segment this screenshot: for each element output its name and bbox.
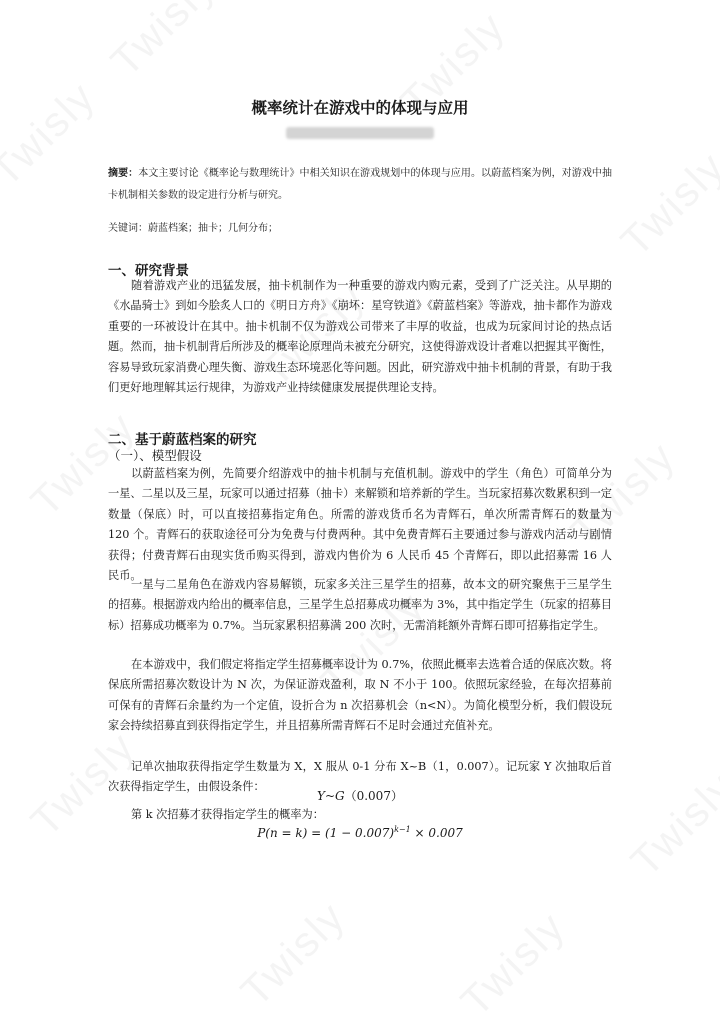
- paper-title: 概率统计在游戏中的体现与应用: [251, 99, 469, 117]
- watermark: [622, 762, 720, 885]
- equation-main: Y~G: [317, 789, 345, 803]
- section-heading: 二、基于蔚蓝档案的研究: [108, 432, 257, 448]
- watermark: [0, 72, 105, 195]
- watermark: [232, 892, 355, 1015]
- equation-probability: [108, 825, 612, 840]
- abstract: [108, 163, 612, 207]
- watermark: [452, 902, 575, 1025]
- equation-rhs: × 0.007: [410, 826, 463, 840]
- equation-geometric: [108, 787, 612, 804]
- paragraph: 记单次抽取获得指定学生数量为 X，X 服从 0-1 分布 X~B（1，0.007）。记玩家 Y 次抽取后首次获得指定学生，由假设条件：: [108, 760, 612, 794]
- abstract-text: 本文主要讨论《概率论与数理统计》中相关知识在游戏规划中的体现与应用。以蔚蓝档案为例，对游戏中抽卡机制相关参数的设定进行分析与研究。: [108, 168, 613, 201]
- paragraph: 以蔚蓝档案为例，先简要介绍游戏中的抽卡机制与充值机制。游戏中的学生（角色）可简单分为一星、二星以及三星，玩家可以通过招募（抽卡）来解锁和培养新的学生。当玩家招募次数累积到一定数量（保底）时，可以直接招募指定角色。所需的游戏货币名为青辉石，单次所需青辉石的数量为 120 个。青辉石的获取途径可分为免费与付费两种。其中免费青辉石主要通过参与游戏内活动与剧情获得；付费青辉石由现实货币购买得到，游戏内售价为 6 人民币 45 个青辉石，即以此招募需 16 人民币。: [108, 467, 612, 583]
- section-heading: 一、研究背景: [108, 263, 189, 279]
- equation-lhs: P(n = k) = (1 − 0.007): [257, 826, 395, 840]
- paragraph: 一星与二星角色在游戏内容易解锁，玩家多关注三星学生的招募，故本文的研究聚焦于三星学生的招募。根据游戏内给出的概率信息，三星学生总招募成功概率为 3%，其中指定学生（玩家的招募目标）招募成功概率为 0.7%。当玩家累积招募满 200 次时，无需消耗额外青辉石即可招募指定学生。: [108, 578, 612, 632]
- author-name-redacted: [286, 127, 434, 139]
- equation-exponent: k−1: [394, 825, 411, 834]
- paragraph: 第 k 次招募才获得指定学生的概率为：: [131, 808, 324, 821]
- paragraph: 随着游戏产业的迅猛发展，抽卡机制作为一种重要的游戏内购元素，受到了广泛关注。从早期的《水晶骑士》到如今脍炙人口的《明日方舟》《崩坏：星穹铁道》《蔚蓝档案》等游戏，抽卡都作为游戏重要的一环被设计在其中。抽卡机制不仅为游戏公司带来了丰厚的收益，也成为玩家间讨论的热点话题。然而，抽卡机制背后所涉及的概率论原理尚未被充分研究，这使得游戏设计者难以把握其平衡性，容易导致玩家消费心理失衡、游戏生态环境恶化等问题。因此，研究游戏中抽卡机制的背景，有助于我们更好地理解其运行规律，为游戏产业持续健康发展提供理论支持。: [108, 279, 612, 395]
- keywords: 关键词：蔚蓝档案；抽卡；几何分布；: [108, 223, 278, 234]
- equation-arg: （0.007）: [344, 789, 403, 803]
- subsection-heading: （一）、模型假设: [108, 448, 202, 463]
- paragraph: 在本游戏中，我们假定将指定学生招募概率设计为 0.7%，依照此概率去选着合适的保底次数。将保底所需招募次数设计为 N 次，为保证游戏盈利，取 N 不小于 100。依照玩家经验，在每次招募前可保有的青辉石余量约为一个定值，设折合为 n 次招募机会（n<N）。为简化模型分析，我们假设玩家会持续招募直到获得指定学生，并且招募所需青辉石不足时会通过充值补充。: [108, 658, 612, 733]
- watermark: [612, 142, 720, 265]
- abstract-label: 摘要：: [108, 168, 139, 179]
- watermark: [102, 0, 225, 86]
